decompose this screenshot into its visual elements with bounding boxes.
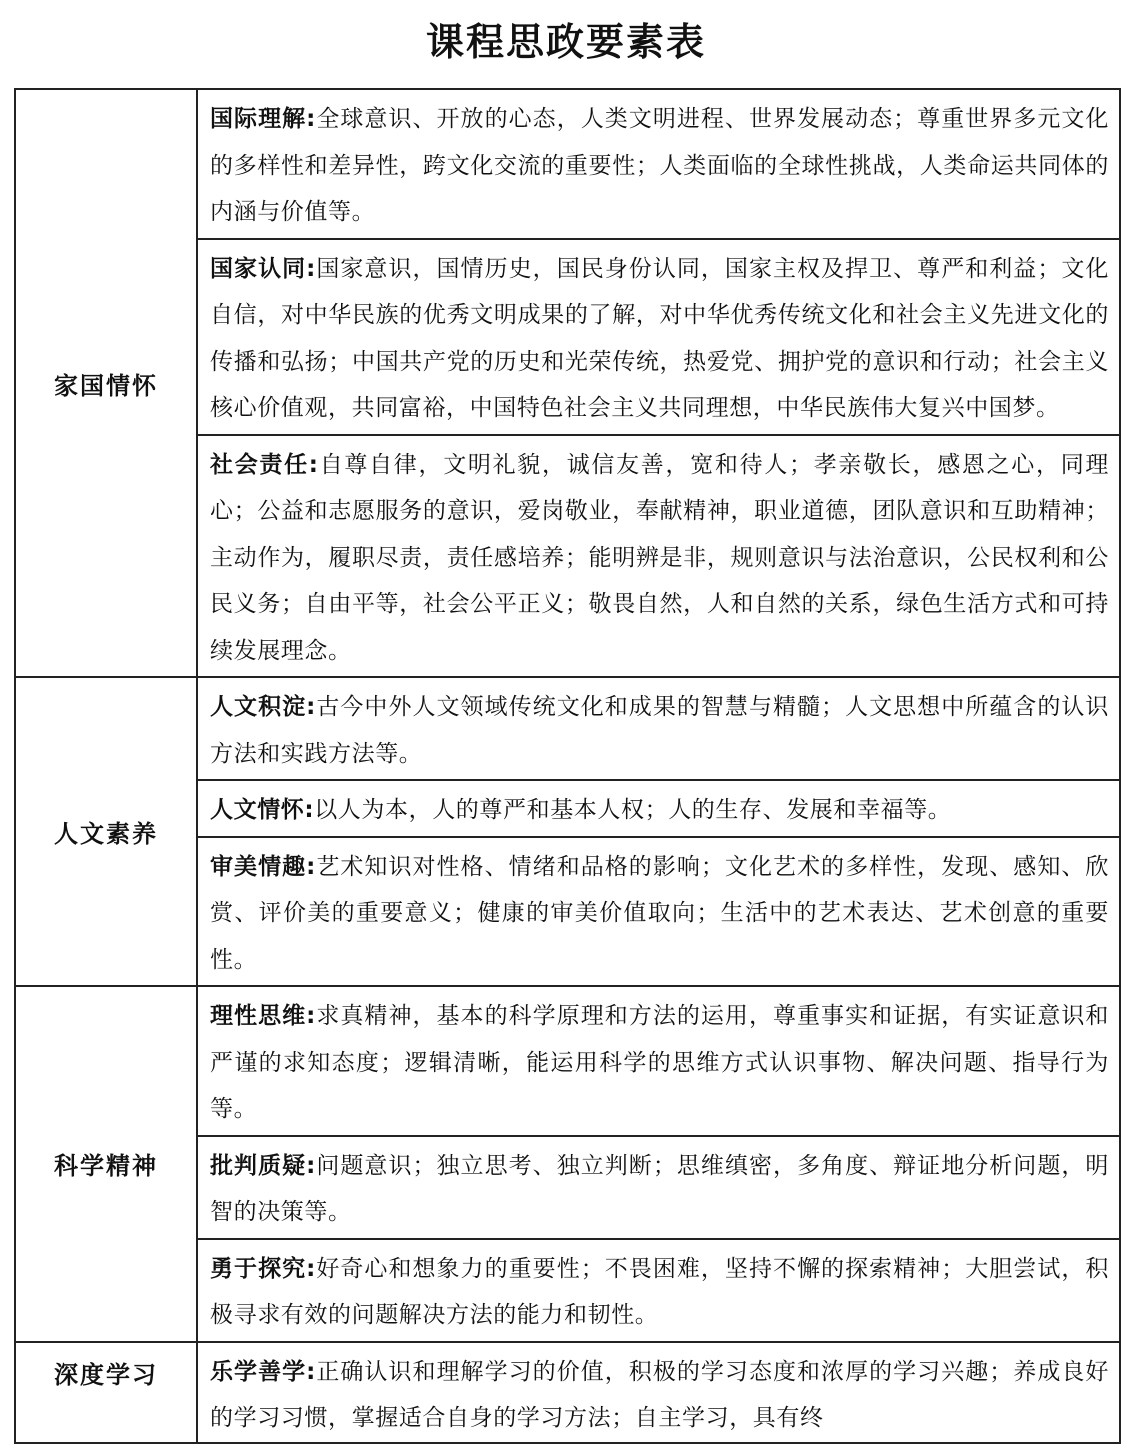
category-cell: 家国情怀 bbox=[15, 89, 197, 677]
item-name: 国际理解: bbox=[210, 106, 316, 132]
item-cell bbox=[197, 1342, 1120, 1443]
table-row bbox=[15, 89, 1120, 239]
item-name: 乐学善学: bbox=[210, 1358, 316, 1385]
item-cell bbox=[197, 435, 1120, 678]
item-name: 人文积淀: bbox=[210, 694, 316, 720]
item-cell bbox=[197, 1136, 1120, 1239]
item-cell bbox=[197, 780, 1120, 837]
item-name: 社会责任: bbox=[210, 451, 319, 478]
item-text: 以人为本，人的尊严和基本人权；人的生存、发展和幸福等。 bbox=[314, 797, 952, 823]
elements-table bbox=[14, 88, 1121, 1444]
page-title: 课程思政要素表 bbox=[425, 20, 706, 64]
item-name: 审美情趣: bbox=[210, 853, 316, 880]
item-text: 古今中外人文领域传统文化和成果的智慧与精髓；人文思想中所蕴含的认识方法和实践方法等。 bbox=[210, 694, 1109, 767]
item-name: 批判质疑: bbox=[210, 1152, 316, 1179]
item-cell bbox=[197, 239, 1120, 435]
item-cell bbox=[197, 89, 1120, 239]
category-cell: 科学精神 bbox=[15, 986, 197, 1342]
item-text: 艺术知识对性格、情绪和品格的影响；文化艺术的多样性，发现、感知、欣赏、评价美的重要意义；健康的审美价值取向；生活中的艺术表达、艺术创意的重要性。 bbox=[210, 853, 1109, 973]
item-name: 勇于探究: bbox=[210, 1255, 316, 1282]
item-cell bbox=[197, 677, 1120, 780]
item-name: 人文情怀: bbox=[210, 797, 315, 823]
item-cell bbox=[197, 1239, 1120, 1342]
item-name: 国家认同: bbox=[210, 255, 316, 282]
category-cell: 人文素养 bbox=[15, 677, 197, 986]
item-text: 好奇心和想象力的重要性；不畏困难，坚持不懈的探索精神；大胆尝试，积极寻求有效的问题解决方法的能力和韧性。 bbox=[210, 1255, 1109, 1328]
category-cell: 深度学习 bbox=[15, 1342, 197, 1443]
item-cell bbox=[197, 837, 1120, 987]
table-row bbox=[15, 677, 1120, 780]
table-row bbox=[15, 986, 1120, 1136]
item-text: 自尊自律，文明礼貌，诚信友善，宽和待人；孝亲敬长，感恩之心，同理心；公益和志愿服务的意识，爱岗敬业，奉献精神，职业道德，团队意识和互助精神；主动作为，履职尽责，责任感培养；能明辨是非，规则意识与法治意识，公民权利和公民义务；自由平等，社会公平正义；敬畏自然，人和自然的关系，绿色生活方式和可持续发展理念。 bbox=[210, 451, 1110, 664]
table-row bbox=[15, 1342, 1120, 1443]
item-text: 正确认识和理解学习的价值，积极的学习态度和浓厚的学习兴趣；养成良好的学习习惯，掌握适合自身的学习方法；自主学习，具有终 bbox=[210, 1358, 1109, 1431]
item-name: 理性思维: bbox=[210, 1003, 316, 1029]
item-text: 国家意识，国情历史，国民身份认同，国家主权及捍卫、尊严和利益；文化自信，对中华民族的优秀文明成果的了解，对中华优秀传统文化和社会主义先进文化的传播和弘扬；中国共产党的历史和光荣传统，热爱党、拥护党的意识和行动；社会主义核心价值观，共同富裕，中国特色社会主义共同理想，中华民族伟大复兴中国梦。 bbox=[210, 255, 1109, 421]
item-text: 求真精神，基本的科学原理和方法的运用，尊重事实和证据，有实证意识和严谨的求知态度；逻辑清晰，能运用科学的思维方式认识事物、解决问题、指导行为等。 bbox=[210, 1003, 1109, 1122]
item-cell bbox=[197, 986, 1120, 1136]
item-text: 全球意识、开放的心态，人类文明进程、世界发展动态；尊重世界多元文化的多样性和差异性，跨文化交流的重要性；人类面临的全球性挑战，人类命运共同体的内涵与价值等。 bbox=[210, 106, 1109, 225]
item-text: 问题意识；独立思考、独立判断；思维缜密，多角度、辩证地分析问题，明智的决策等。 bbox=[210, 1152, 1109, 1225]
